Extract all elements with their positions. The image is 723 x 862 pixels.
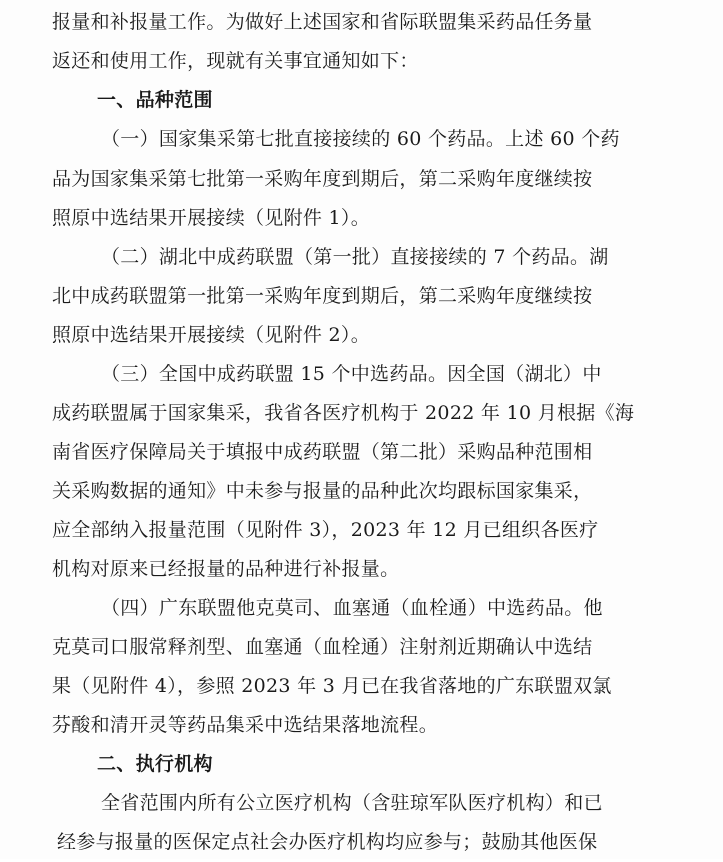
text-line: 品为国家集采第七批第一采购年度到期后，第二采购年度继续按: [52, 168, 593, 190]
text-line: 南省医疗保障局关于填报中成药联盟（第二批）采购品种范围相: [52, 441, 593, 463]
text-line: 返还和使用工作，现就有关事宜通知如下：: [52, 50, 419, 72]
text-line: 应全部纳入报量范围（见附件 3），2023 年 12 月已组织各医疗: [52, 519, 599, 541]
text-line: 北中成药联盟第一批第一采购年度到期后，第二采购年度继续按: [52, 285, 593, 307]
text-line: （一）国家集采第七批直接接续的 60 个药品。上述 60 个药: [101, 128, 620, 150]
text-line: 克莫司口服常释剂型、血塞通（血栓通）注射剂近期确认中选结: [52, 636, 593, 658]
text-line: 报量和补报量工作。为做好上述国家和省际联盟集采药品任务量: [52, 11, 593, 33]
text-line: （四）广东联盟他克莫司、血塞通（血栓通）中选药品。他: [101, 597, 603, 619]
text-line: 果（见附件 4），参照 2023 年 3 月已在我省落地的广东联盟双氯: [52, 675, 612, 697]
text-line: 经参与报量的医保定点社会办医疗机构均应参与；鼓励其他医保: [57, 831, 598, 853]
text-line: 照原中选结果开展接续（见附件 2）。: [52, 324, 371, 346]
text-line: （三）全国中成药联盟 15 个中选药品。因全国（湖北）中: [101, 363, 602, 385]
section-heading-varieties: 一、品种范围: [97, 89, 213, 111]
text-line: 机构对原来已经报量的品种进行补报量。: [52, 558, 400, 580]
text-line: 关采购数据的通知》中未参与报量的品种此次均跟标国家集采，: [52, 480, 593, 502]
text-line: 全省范围内所有公立医疗机构（含驻琼军队医疗机构）和已: [101, 792, 603, 814]
text-line: 芬酸和清开灵等药品集采中选结果落地流程。: [52, 714, 439, 736]
text-line: 成药联盟属于国家集采，我省各医疗机构于 2022 年 10 月根据《海: [52, 402, 635, 424]
section-heading-executing-agencies: 二、执行机构: [97, 753, 213, 775]
text-line: （二）湖北中成药联盟（第一批）直接接续的 7 个药品。湖: [101, 246, 609, 268]
text-line: 照原中选结果开展接续（见附件 1）。: [52, 207, 371, 229]
